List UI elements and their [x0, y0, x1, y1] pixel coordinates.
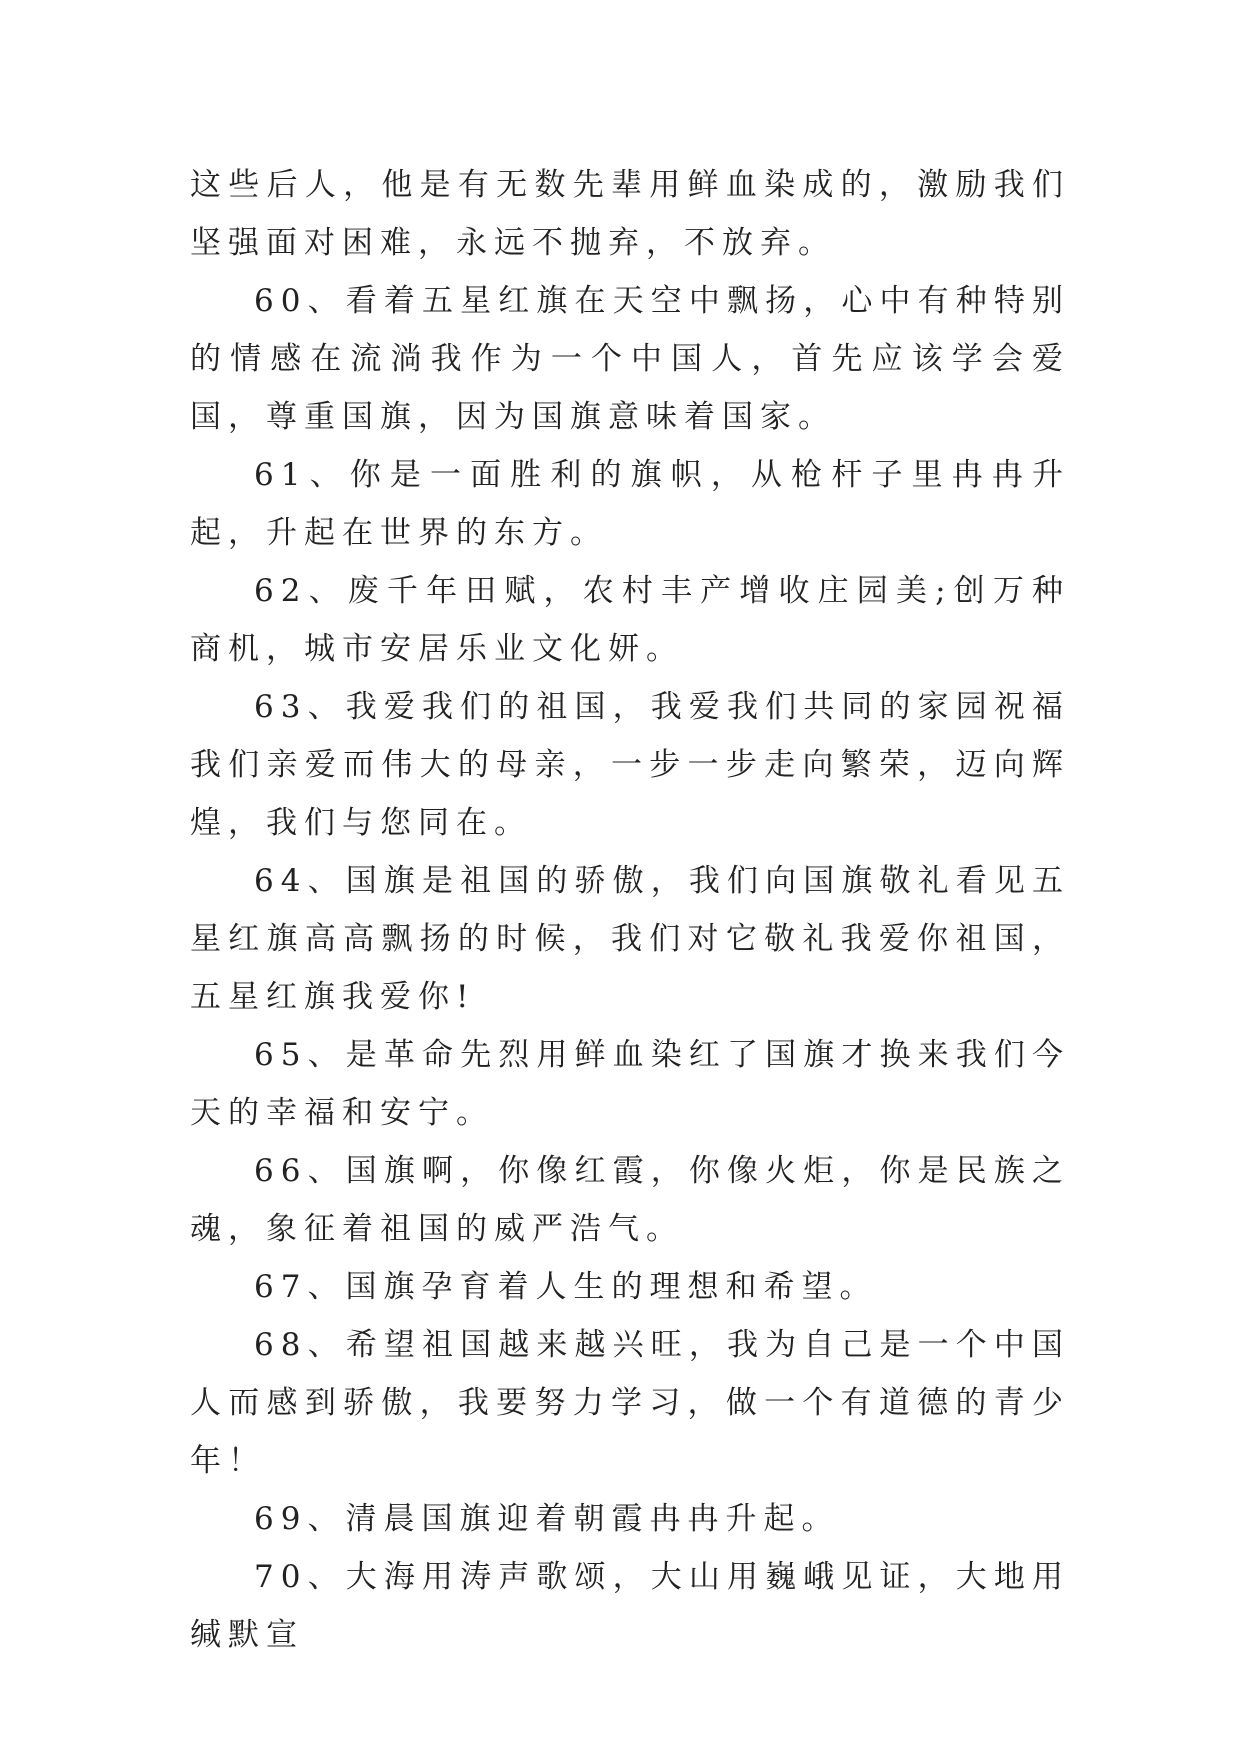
paragraph-60: 60、看着五星红旗在天空中飘扬，心中有种特别的情感在流淌我作为一个中国人，首先应该学会爱国，尊重国旗，因为国旗意味着国家。: [190, 283, 1070, 435]
document-body: [190, 156, 1070, 1664]
paragraph-68: 68、希望祖国越来越兴旺，我为自己是一个中国人而感到骄傲，我要努力学习，做一个有道德的青少年！: [190, 1327, 1070, 1479]
paragraph-69: 69、清晨国旗迎着朝霞冉冉升起。: [254, 1501, 840, 1537]
paragraph-65: 65、是革命先烈用鲜血染红了国旗才换来我们今天的幸福和安宁。: [190, 1037, 1070, 1131]
paragraph-70: 70、大海用涛声歌颂，大山用巍峨见证，大地用缄默宣: [190, 1559, 1070, 1653]
paragraph-67: 67、国旗孕育着人生的理想和希望。: [254, 1269, 878, 1305]
paragraph-66: 66、国旗啊，你像红霞，你像火炬，你是民族之魂，象征着祖国的威严浩气。: [190, 1153, 1070, 1247]
paragraph-63: 63、我爱我们的祖国，我爱我们共同的家园祝福我们亲爱而伟大的母亲，一步一步走向繁荣，迈向辉煌，我们与您同在。: [190, 689, 1070, 841]
paragraph-61: 61、你是一面胜利的旗帜，从枪杆子里冉冉升起，升起在世界的东方。: [190, 457, 1070, 551]
paragraph-64: 64、国旗是祖国的骄傲，我们向国旗敬礼看见五星红旗高高飘扬的时候，我们对它敬礼我爱你祖国，五星红旗我爱你!: [190, 863, 1070, 1015]
paragraph-62: 62、废千年田赋，农村丰产增收庄园美;创万种商机，城市安居乐业文化妍。: [190, 573, 1070, 667]
paragraph-continuation: 这些后人，他是有无数先辈用鲜血染成的，激励我们坚强面对困难，永远不抛弃，不放弃。: [190, 167, 1070, 261]
